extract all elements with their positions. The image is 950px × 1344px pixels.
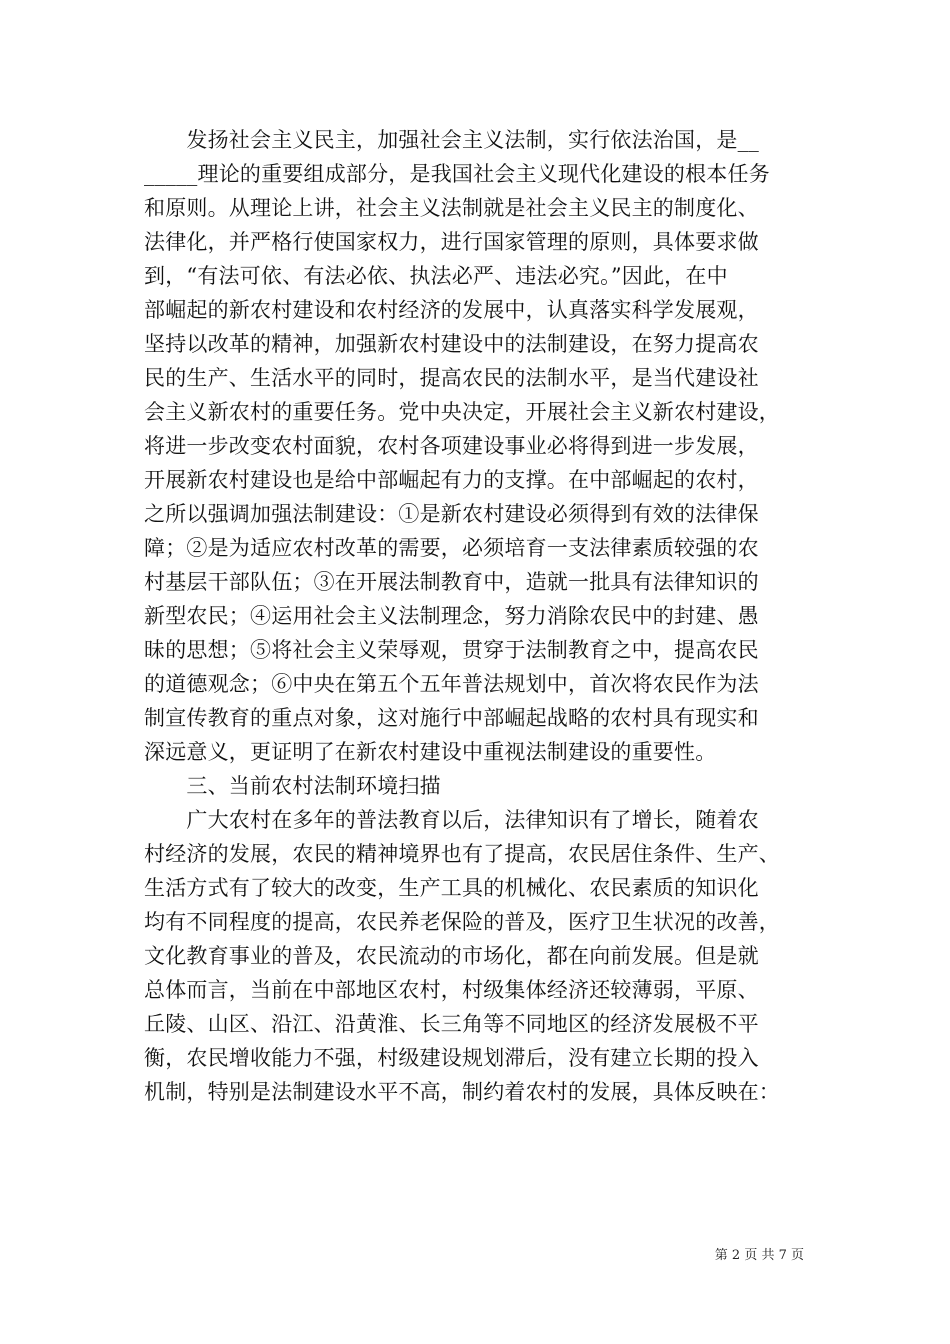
text-line: 会主义新农村的重要任务。党中央决定，开展社会主义新农村建设， <box>144 400 780 424</box>
text-line: 丘陵、山区、沿江、沿黄淮、长三角等不同地区的经济发展极不平 <box>144 1012 759 1036</box>
text-line: 新型农民；④运用社会主义法制理念，努力消除农民中的封建、愚 <box>144 604 759 628</box>
text-line: 民的生产、生活水平的同时，提高农民的法制水平，是当代建设社 <box>144 366 759 390</box>
text-line: 昧的思想；⑤将社会主义荣辱观，贯穿于法制教育之中，提高农民 <box>144 638 759 662</box>
text-line: 坚持以改革的精神，加强新农村建设中的法制建设，在努力提高农 <box>144 332 759 356</box>
text-line: 机制，特别是法制建设水平不高，制约着农村的发展，具体反映在： <box>144 1080 780 1104</box>
text-line: 制宣传教育的重点对象，这对施行中部崛起战略的农村具有现实和 <box>144 706 759 730</box>
text-line: 均有不同程度的提高，农民养老保险的普及，医疗卫生状况的改善， <box>144 910 780 934</box>
text-line: _____理论的重要组成部分，是我国社会主义现代化建设的根本任务 <box>144 162 770 186</box>
text-line: 的道德观念；⑥中央在第五个五年普法规划中，首次将农民作为法 <box>144 672 759 696</box>
text-line: 衡，农民增收能力不强，村级建设规划滞后，没有建立长期的投入 <box>144 1046 759 1070</box>
text-line: 障；②是为适应农村改革的需要，必须培育一支法律素质较强的农 <box>144 536 759 560</box>
text-line: 和原则。从理论上讲，社会主义法制就是社会主义民主的制度化、 <box>144 196 759 220</box>
section-heading: 三、当前农村法制环境扫描 <box>144 774 441 798</box>
text-line: 之所以强调加强法制建设：①是新农村建设必须得到有效的法律保 <box>144 502 759 526</box>
text-line: 总体而言，当前在中部地区农村，村级集体经济还较薄弱，平原、 <box>144 978 759 1002</box>
text-line: 法律化，并严格行使国家权力，进行国家管理的原则，具体要求做 <box>144 230 759 254</box>
text-line: 村基层干部队伍；③在开展法制教育中，造就一批具有法律知识的 <box>144 570 759 594</box>
text-line: 开展新农村建设也是给中部崛起有力的支撑。在中部崛起的农村， <box>144 468 759 492</box>
text-line: 发扬社会主义民主，加强社会主义法制，实行依法治国，是__ <box>144 128 759 152</box>
text-line: 广大农村在多年的普法教育以后，法律知识有了增长，随着农 <box>144 808 759 832</box>
text-line: 生活方式有了较大的改变，生产工具的机械化、农民素质的知识化 <box>144 876 759 900</box>
page-number: 第 2 页 共 7 页 <box>714 1248 804 1263</box>
text-line: 到，“有法可依、有法必依、执法必严、违法必究。”因此，在中 <box>144 264 728 288</box>
text-line: 将进一步改变农村面貌，农村各项建设事业必将得到进一步发展， <box>144 434 759 458</box>
text-line: 深远意义，更证明了在新农村建设中重视法制建设的重要性。 <box>144 740 717 764</box>
text-line: 部崛起的新农村建设和农村经济的发展中，认真落实科学发展观， <box>144 298 759 322</box>
text-line: 村经济的发展，农民的精神境界也有了提高，农民居住条件、生产、 <box>144 842 780 866</box>
text-line: 文化教育事业的普及，农民流动的市场化，都在向前发展。但是就 <box>144 944 759 968</box>
